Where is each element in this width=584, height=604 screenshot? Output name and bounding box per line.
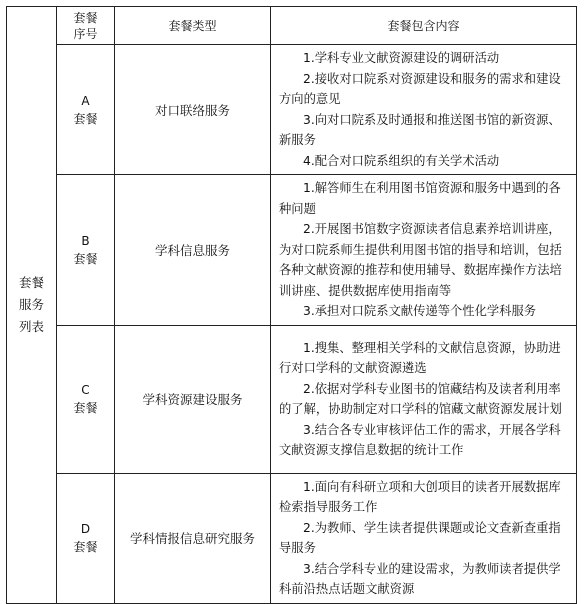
table-header-row [7, 7, 577, 45]
package-id-letter: C [81, 383, 90, 397]
content-item: 2.接收对口院系对资源建设和服务的需求和建设方向的意见 [279, 71, 561, 106]
content-item: 3.向对口院系及时通报和推送图书馆的新资源、新服务 [279, 112, 561, 147]
group-label-line: 套餐 [18, 274, 44, 290]
header-package-content: 套餐包含内容 [271, 7, 577, 45]
content-item: 3.结合各专业审核评估工作的需求，开展各学科文献资源支撑信息数据的统计工作 [279, 422, 561, 457]
package-content-cell [271, 45, 577, 175]
package-id-cell [57, 45, 115, 175]
group-label-line: 列表 [18, 318, 44, 334]
package-id-letter: A [81, 93, 90, 108]
content-item: 3.承担对口院系文献传递等个性化学科服务 [303, 304, 537, 318]
package-id-letter: B [81, 233, 90, 248]
package-content-cell [271, 473, 577, 603]
package-id-suffix: 套餐 [73, 401, 98, 415]
content-item: 1.搜集、整理相关学科的文献信息资源，协助进行对口学科的文献资源遴选 [279, 340, 561, 375]
header-package-type: 套餐类型 [115, 7, 271, 45]
content-item: 3.结合学科专业的建设需求，为教师读者提供学科前沿热点话题文献资源 [279, 561, 561, 596]
package-id-suffix: 套餐 [73, 111, 98, 126]
content-item: 2.开展图书馆数字资源读者信息素养培训讲座，为对口院系师生提供利用图书馆的指导和培训，包括各种文献资源的推荐和使用辅导、数据库操作方法培训讲座、提供数据库使用指南等 [279, 222, 562, 298]
package-id-cell [57, 325, 115, 473]
header-number-line: 序号 [73, 26, 98, 41]
package-id-suffix: 套餐 [73, 540, 98, 554]
header-number-line: 套餐 [73, 10, 98, 25]
content-item: 4.配合对口院系组织的有关学术活动 [303, 153, 500, 168]
package-type-cell: 学科信息服务 [115, 175, 271, 326]
package-content-cell [271, 175, 577, 326]
content-item: 1.面向有科研立项和大创项目的读者开展数据库检索指导服务工作 [279, 479, 561, 514]
service-package-table [6, 6, 577, 604]
content-item: 2.依据对学科专业图书的馆藏结构及读者利用率的了解，协助制定对口学科的馆藏文献资源发展计划 [279, 381, 562, 416]
table-row [7, 473, 577, 603]
table-row [7, 175, 577, 326]
table-row [7, 45, 577, 175]
content-item: 1.解答师生在利用图书馆资源和服务中遇到的各种问题 [279, 181, 561, 216]
header-package-number [57, 7, 115, 45]
group-label-cell [7, 7, 57, 604]
package-content-cell [271, 325, 577, 473]
package-type-cell: 对口联络服务 [115, 45, 271, 175]
table-row [7, 325, 577, 473]
package-type-cell: 学科资源建设服务 [115, 325, 271, 473]
package-id-cell [57, 175, 115, 326]
content-item: 2.为教师、学生读者提供课题或论文查新查重指导服务 [279, 520, 561, 555]
content-item: 1.学科专业文献资源建设的调研活动 [303, 51, 500, 65]
package-type-cell: 学科情报信息研究服务 [115, 473, 271, 603]
package-id-cell [57, 473, 115, 603]
package-id-letter: D [80, 522, 91, 536]
group-label-line: 服务 [18, 296, 44, 312]
package-id-suffix: 套餐 [73, 251, 98, 266]
